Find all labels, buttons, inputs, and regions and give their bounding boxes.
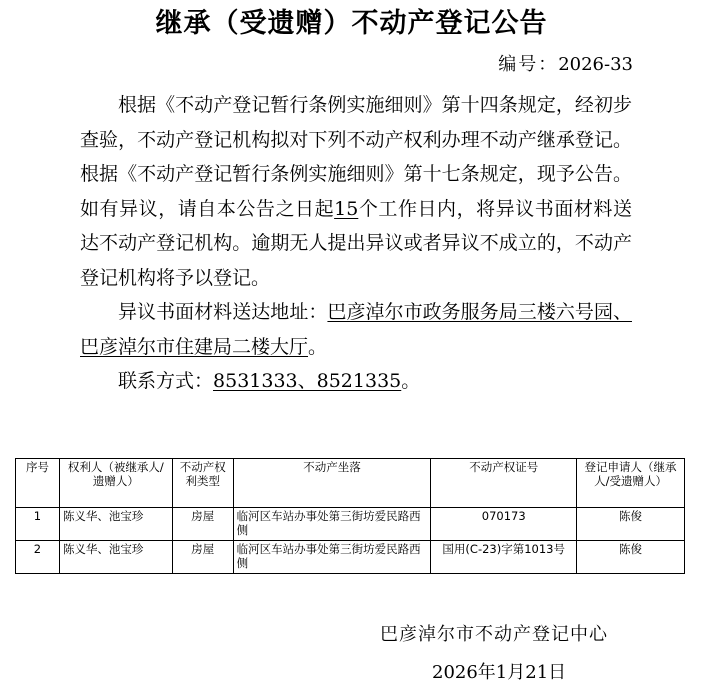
cell-certificate: 070173 xyxy=(431,508,577,541)
cell-no: 2 xyxy=(16,541,60,574)
cell-holder: 陈义华、池宝珍 xyxy=(59,508,172,541)
cell-location: 临河区车站办事处第三街坊爱民路西侧 xyxy=(233,508,431,541)
objection-address: 巴彦淖尔市政务服务局三楼六号园、巴彦淖尔市住建局二楼大厅 xyxy=(80,301,632,358)
document-number xyxy=(498,52,633,78)
cell-location: 临河区车站办事处第三街坊爱民路西侧 xyxy=(233,541,431,574)
cell-applicant: 陈俊 xyxy=(577,541,685,574)
issuing-organization: 巴彦淖尔市不动产登记中心 xyxy=(380,624,608,645)
notice-paragraph-address xyxy=(80,295,632,364)
issue-date: 2026年1月21日 xyxy=(432,662,567,683)
header-applicant: 登记申请人（继承人/受遗赠人） xyxy=(577,459,685,508)
table-row xyxy=(16,508,685,541)
registration-table xyxy=(15,458,685,574)
notice-paragraph-contact xyxy=(80,364,632,399)
document-number-label: 编号： xyxy=(498,54,559,75)
table-header-row xyxy=(16,459,685,508)
notice-body xyxy=(80,88,632,399)
header-location: 不动产坐落 xyxy=(233,459,431,508)
notice-paragraph-main xyxy=(80,88,632,295)
objection-days: 15 xyxy=(334,197,359,220)
document-title: 继承（受遗赠）不动产登记公告 xyxy=(155,8,548,39)
cell-certificate: 国用(C-23)字第1013号 xyxy=(431,541,577,574)
cell-no: 1 xyxy=(16,508,60,541)
address-end-punct: 。 xyxy=(308,335,328,358)
notice-text-part: 个工作日内，将异议书面材料送达不动产登记机构。逾期无人提出异议或者异议不成立的，不动产登记机构将予以登记。 xyxy=(80,197,632,289)
header-certificate: 不动产权证号 xyxy=(431,459,577,508)
cell-holder: 陈义华、池宝珍 xyxy=(59,541,172,574)
header-no: 序号 xyxy=(16,459,60,508)
table-row xyxy=(16,541,685,574)
notice-text-part: 根据《不动产登记暂行条例实施细则》第十四条规定，经初步查验，不动产登记机构拟对下列不动产权利办理不动产继承登记。根据《不动产登记暂行条例实施细则》第十七条规定，现予公告。如有异议，请自本公告之日起 xyxy=(80,94,632,220)
contact-end-punct: 。 xyxy=(401,370,421,392)
document-number-value: 2026-33 xyxy=(558,54,633,75)
cell-right-type: 房屋 xyxy=(172,508,233,541)
contact-label: 联系方式： xyxy=(118,370,214,392)
address-label: 异议书面材料送达地址： xyxy=(118,301,328,323)
cell-applicant: 陈俊 xyxy=(577,508,685,541)
header-holder: 权利人（被继承人/遗赠人） xyxy=(59,459,172,508)
header-right-type: 不动产权利类型 xyxy=(172,459,233,508)
contact-phones: 8531333、8521335 xyxy=(213,370,402,392)
cell-right-type: 房屋 xyxy=(172,541,233,574)
